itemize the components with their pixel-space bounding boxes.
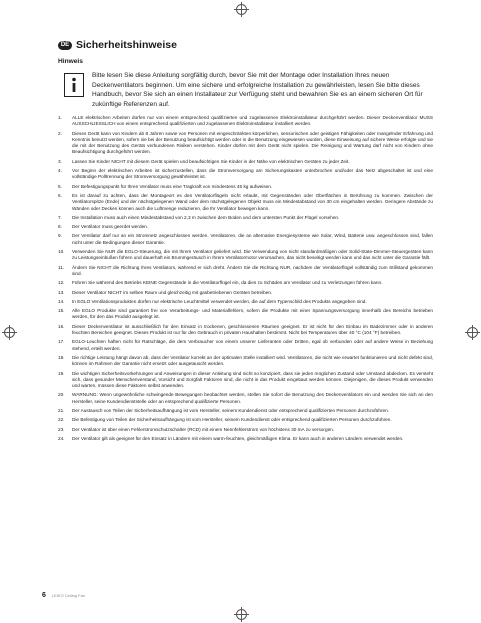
- registration-mark-bottom: [236, 609, 247, 620]
- list-item: [58, 392, 433, 405]
- list-item: [58, 355, 433, 368]
- list-item: [58, 168, 433, 181]
- list-item: [58, 193, 433, 212]
- item-number: 15.: [58, 308, 65, 314]
- item-number: 19.: [58, 370, 65, 376]
- item-text: Alle EGLO Produkte sind garantiert frei von Verarbeitungs- und Materialfehlern, sofern die Produkte mit einer Spannungsversorgung innerhalb des Bereichs betrieben werden, für den das Produkt ausgelegt ist.: [72, 308, 433, 320]
- registration-mark-left: [4, 327, 15, 338]
- item-number: 8.: [58, 224, 62, 230]
- item-number: 1.: [58, 115, 62, 120]
- note-block: [58, 71, 433, 109]
- item-text: Der Ventilator ist über einen Fehlerstromschutzschalter (RCD) mit einem Nennfehlerstrom von höchstens 30 mA zu versorgen.: [72, 426, 335, 432]
- list-item: [58, 265, 433, 278]
- item-number: 10.: [58, 249, 65, 255]
- item-number: 13.: [58, 289, 65, 295]
- item-text: Die wichtigen Sicherheitsvorkehrungen und Anweisungen in dieser Anleitung sind nicht so konzipiert, dass sie jeden möglichen Zustand oder Umstand abdecken. Es versteht sich, dass gesunder Menschenverstand, Vorsicht und Sorgfalt Faktoren sind, die nicht in das Produkt eingebaut werden können. Diejenigen, die dieses Produkt verwenden und warten, müssen diese Faktoren selbst anwenden.: [72, 370, 433, 389]
- info-icon: [64, 73, 84, 97]
- item-text: Führen Sie während des Betriebs KEINE Gegenstände in die Ventilatorflügel ein, da dies zu Schäden am Ventilator und zu Verletzungen führen kann.: [72, 280, 383, 286]
- item-number: 4.: [58, 168, 62, 174]
- list-item: [58, 249, 433, 262]
- item-text: Es ist darauf zu achten, dass der Montageort es den Ventilatorflügeln nicht erlaubt, mit Gegenständen oder Oberflächen in Berührung zu kommen. Zwischen der Ventilatorspitze (Ende) und der nächstgelegenen Wand oder dem nächstgelegenen Objekt muss ein Mindestabstand von 30 cm eingehalten werden. Geringere Abstände zu Wänden oder Decken können auch die Luftmenge reduzieren, die Ihr Ventilator bewegen kann.: [72, 192, 433, 211]
- footer-brand: LEIKO Ceiling Fan: [51, 593, 86, 598]
- item-number: 9.: [58, 233, 62, 239]
- item-text: Dieser Deckenventilator ist ausschließlich für den Einsatz in trockenen, geschlossenen Räumen geeignet. Er ist nicht für den Einbau im Badezimmer oder in anderen feuchten Bereichen geeignet. Dieses Produkt ist nur für den Gebrauch in privaten Haushalten bestimmt. Nicht bei Temperaturen über 40 °C (104 °F) betreiben.: [72, 323, 433, 336]
- list-item: [58, 339, 433, 352]
- item-number: 5.: [58, 183, 62, 189]
- section-title: Sicherheitshinweise: [76, 39, 177, 51]
- registration-mark-right: [467, 327, 478, 338]
- item-text: Die richtige Leistung hängt davon ab, dass der Ventilator korrekt an der optimalen Stelle installiert wird. Ventilatoren, die nicht wie erwartet funktionieren und nicht defekt sind, können im Rahmen der Garantie nicht ersetzt oder ausgetauscht werden.: [72, 354, 433, 367]
- item-text: Die Befestigung von Teilen der Sicherheitsaufhängung ist vom Hersteller, seinem Kundendienst oder entsprechend qualifizierten Personen durchzuführen.: [72, 417, 392, 423]
- item-text: Ändern Sie NICHT die Richtung Ihres Ventilators, während er sich dreht. Ändern Sie die Richtung NUR, nachdem der Ventilatorflügel vollständig zum Stillstand gekommen sind.: [72, 264, 433, 276]
- item-text: Verwenden Sie NUR die EGLO-Steuerung, die mit Ihrem Ventilator geliefert wird. Die Verwendung von nicht standardmäßigen oder Solid-State-Dimmer-Steuergeräten kann zu Leistungseinbußen führen und dauerhaft ein Brummgeräusch in Ihrem Ventilatormotor verursachen, das nicht beseitigt werden kann und das nicht unter die Garantie fällt.: [72, 249, 433, 261]
- item-text: Der Ventilator darf nur an ein Stromnetz angeschlossen werden. Ventilatoren, die an alternative Energiesysteme wie Solar, Wind, Batterie usw. angeschlossen sind, fallen nicht unter die Bedingungen dieser Garantie.: [72, 233, 433, 245]
- item-number: 17.: [58, 339, 65, 345]
- item-text: Lassen Sie Kinder NICHT mit diesem Gerät spielen und beaufsichtigen Sie Kinder in der Nähe von elektrischen Geräten zu jeder Zeit.: [72, 158, 350, 164]
- item-number: 3.: [58, 158, 62, 164]
- safety-list: [58, 115, 433, 442]
- item-number: 11.: [58, 264, 65, 270]
- item-text: Der Befestigungspunkt für Ihren Ventilator muss eine Tragkraft von mindestens 45 kg aufweisen.: [72, 183, 273, 189]
- item-number: 24.: [58, 435, 65, 441]
- item-text: EGLO-Leuchten haften nicht für Ratschläge, die dem Verbraucher von einem unserer Lieferanten oder Dritten, egal ob verbunden oder auf andere Weise in Beziehung stehend, erteilt werden.: [72, 339, 433, 351]
- item-text: Dieser Ventilator NICHT im selben Raum und gleichzeitig mit gasbetriebenen Geräten betreiben.: [72, 289, 273, 295]
- list-item: [58, 371, 433, 390]
- item-number: 21.: [58, 407, 65, 413]
- registration-mark-top: [236, 4, 247, 15]
- list-item: [58, 427, 433, 433]
- note-heading: Hinweis: [58, 58, 83, 65]
- item-text: Der Austausch von Teilen der Sicherheitsaufhängung ist vom Hersteller, seinem Kundendienst oder entsprechend qualifizierten Personen durchzuführen.: [72, 407, 390, 413]
- list-item: [58, 324, 433, 337]
- item-number: 20.: [58, 392, 65, 398]
- item-number: 18.: [58, 354, 65, 360]
- list-item: [58, 308, 433, 321]
- item-number: 7.: [58, 214, 62, 220]
- item-number: 23.: [58, 426, 65, 432]
- list-item: [58, 115, 433, 128]
- item-text: Dieses Gerät kann von Kindern ab 8 Jahren sowie von Personen mit eingeschränkten körperlichen, sensorischen oder geistigen Fähigkeiten oder mangelnder Erfahrung und Kenntnis benutzt werden, sofern sie bei der Benutzung beaufsichtigt werden oder in die Benutzung eingewiesen wurden, diese Einweisung auf sichere Weise erfolgte und sie die mit der Benutzung des Geräts verbundenen Risiken verstehen. Kinder dürfen mit dem Gerät nicht spielen. Die Reinigung und Wartung darf nicht von Kindern ohne Beaufsichtigung durchgeführt werden.: [72, 130, 433, 155]
- list-item: [58, 233, 433, 246]
- item-text: Der Ventilator gilt als geeignet für den Einsatz in Ländern mit einem warm-feuchten, gleichmäßigen Klima. Er kann auch in anderen Ländern verwendet werden.: [72, 435, 404, 441]
- list-item: [58, 184, 433, 190]
- language-badge: DE: [58, 41, 72, 50]
- item-text: Vor Beginn der elektrischen Arbeiten ist sicherzustellen, dass die Stromversorgung am Sicherungskasten unterbrochen und/oder das Netz abgeschaltet ist und eine vollständige Polltrennung der Stromversorgung gewährleistet ist.: [72, 168, 433, 180]
- item-text: Die Installation muss auch einen Mindestabstand von 2,3 m zwischen dem Boden und dem untersten Punkt der Flügel vorsehen.: [72, 214, 340, 220]
- note-text: Bitte lesen Sie diese Anleitung sorgfältig durch, bevor Sie mit der Montage oder Installation Ihres neuen Deckenventilators beginnen. Um eine sichere und erfolgreiche Installation zu gewährleisten, lesen Sie bitte dieses Handbuch, bevor Sie sich an einen Installateur zur Verfügung steht und bewahren Sie es an einem sicheren Ort für zukünftige Referenzen auf.: [92, 72, 423, 108]
- list-item: [58, 290, 433, 296]
- list-item: [58, 417, 433, 423]
- page-number: 6: [42, 592, 46, 599]
- item-number: 12.: [58, 280, 65, 286]
- list-item: [58, 299, 433, 305]
- item-text: In EGLO Ventilationsprodukten dürfen nur elektrische Leuchtmittel verwendet werden, die auf dem Typenschild des Produkts angegeben sind.: [72, 298, 367, 304]
- item-number: 16.: [58, 323, 65, 329]
- document-page: [58, 38, 433, 445]
- list-item: [58, 436, 433, 442]
- item-number: 22.: [58, 417, 65, 423]
- section-header: [58, 38, 433, 52]
- item-text: WARNUNG: Wenn ungewöhnliche schwingende Bewegungen beobachtet werden, stellen Sie sofort die Benutzung des Deckenventilators ein und wenden Sie sich an den Hersteller, seine Kundendienststelle oder an entsprechend qualifizierte Personen.: [72, 392, 433, 404]
- list-item: [58, 159, 433, 165]
- item-text: ALLE elektrischen Arbeiten dürfen nur von einem entsprechend qualifizierten und zugelassenen Elektroinstallateur durchgeführt werden. Dieser Deckenventilator MUSS AUSSCHLIESSLICH von einem entsprechend qualifizierten und zugelassenen Elektroinstallateur installiert werden.: [72, 115, 433, 127]
- page-footer: [42, 592, 85, 599]
- list-item: [58, 224, 433, 230]
- item-number: 14.: [58, 298, 65, 304]
- list-item: [58, 131, 433, 156]
- item-number: 6.: [58, 192, 62, 198]
- item-number: 2.: [58, 130, 62, 136]
- list-item: [58, 280, 433, 286]
- list-item: [58, 408, 433, 414]
- list-item: [58, 215, 433, 221]
- item-text: Der Ventilator muss geerdet werden.: [72, 224, 149, 230]
